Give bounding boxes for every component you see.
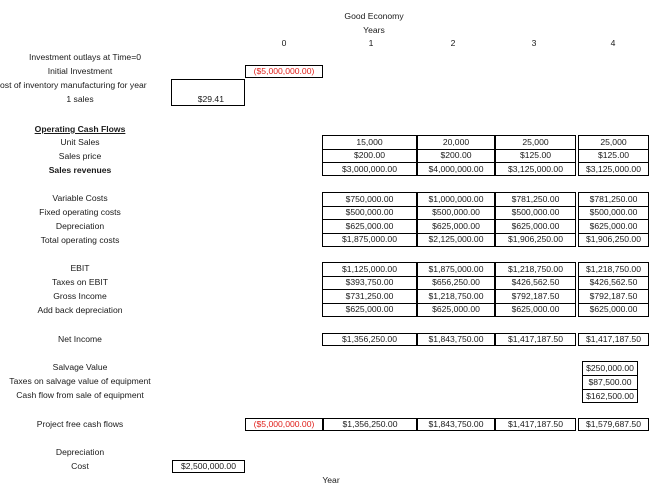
add-back-depreciation-y2[interactable]: $625,000.00 xyxy=(432,304,480,314)
one-sales-label: 1 sales xyxy=(66,94,94,104)
variable-costs-y3[interactable]: $781,250.00 xyxy=(496,193,575,207)
gross-income-y4[interactable]: $792,187.50 xyxy=(579,290,648,304)
taxes-on-ebit-y1[interactable]: $393,750.00 xyxy=(323,276,416,290)
unit-sales-label: Unit Sales xyxy=(60,137,100,147)
depreciation-section-label: Depreciation xyxy=(55,447,105,457)
depreciation-y4[interactable]: $625,000.00 xyxy=(579,220,648,234)
gross-income-label: Gross Income xyxy=(53,291,107,301)
ebit-y4[interactable]: $1,218,750.00 xyxy=(579,263,648,277)
cash-flow-from-sale-label: Cash flow from sale of equipment xyxy=(16,390,144,400)
unit-sales-y1[interactable]: 15,000 xyxy=(323,136,416,150)
unit-sales-y2[interactable]: 20,000 xyxy=(418,136,494,150)
ebit-y2[interactable]: $1,875,000.00 xyxy=(418,263,494,277)
total-costs-y3[interactable]: $1,906,250.00 xyxy=(508,234,563,244)
sales-revenues-y1[interactable]: $3,000,000.00 xyxy=(342,164,397,174)
gross-income-y3[interactable]: $792,187.50 xyxy=(496,290,575,304)
sales-price-y3[interactable]: $125.00 xyxy=(496,149,575,163)
add-back-depreciation-y4[interactable]: $625,000.00 xyxy=(589,304,638,314)
net-income-y3[interactable]: $1,417,187.50 xyxy=(495,333,576,346)
fixed-costs-y1[interactable]: $500,000.00 xyxy=(323,206,416,220)
total-costs-y1[interactable]: $1,875,000.00 xyxy=(342,234,397,244)
investment-outlays-label: Investment outlays at Time=0 xyxy=(28,52,142,62)
inventory-cost-value: $29.41 xyxy=(197,94,224,104)
revenue-block-year-2 xyxy=(417,135,495,176)
salvage-value-label: Salvage Value xyxy=(52,362,108,372)
ebit-block-year-1 xyxy=(322,262,417,317)
initial-investment-value[interactable]: ($5,000,000.00) xyxy=(245,65,323,78)
gross-income-y2[interactable]: $1,218,750.00 xyxy=(418,290,494,304)
unit-sales-y3[interactable]: 25,000 xyxy=(496,136,575,150)
cost-block-year-4 xyxy=(578,192,649,247)
taxes-on-salvage-label: Taxes on salvage value of equipment xyxy=(9,376,151,386)
cost-block-year-3 xyxy=(495,192,576,247)
year-4-header: 4 xyxy=(610,38,616,48)
bottom-year-label: Year xyxy=(322,475,340,485)
revenue-block-year-4 xyxy=(578,135,649,176)
project-fcf-y2[interactable]: $1,843,750.00 xyxy=(417,418,495,431)
add-back-depreciation-label: Add back depreciation xyxy=(37,305,123,315)
add-back-depreciation-y3[interactable]: $625,000.00 xyxy=(511,304,560,314)
salvage-value-y4[interactable]: $250,000.00 xyxy=(583,362,637,376)
variable-costs-y4[interactable]: $781,250.00 xyxy=(579,193,648,207)
year-3-header: 3 xyxy=(531,38,537,48)
sales-revenues-y2[interactable]: $4,000,000.00 xyxy=(428,164,484,174)
inventory-cost-box[interactable] xyxy=(171,79,245,106)
ebit-y1[interactable]: $1,125,000.00 xyxy=(323,263,416,277)
net-income-y1[interactable]: $1,356,250.00 xyxy=(322,333,417,346)
project-fcf-label: Project free cash flows xyxy=(36,419,124,429)
ebit-block-year-4 xyxy=(578,262,649,317)
sales-revenues-label: Sales revenues xyxy=(48,165,112,175)
depreciation-label: Depreciation xyxy=(55,221,105,231)
operating-cash-flows-heading: Operating Cash Flows xyxy=(34,124,126,134)
ebit-block-year-2 xyxy=(417,262,495,317)
depreciation-y2[interactable]: $625,000.00 xyxy=(418,220,494,234)
year-1-header: 1 xyxy=(368,38,374,48)
fixed-costs-y4[interactable]: $500,000.00 xyxy=(579,206,648,220)
fixed-costs-y3[interactable]: $500,000.00 xyxy=(496,206,575,220)
depreciation-cost-value[interactable]: $2,500,000.00 xyxy=(172,460,245,473)
year-2-header: 2 xyxy=(450,38,456,48)
gross-income-y1[interactable]: $731,250.00 xyxy=(323,290,416,304)
year-0-header: 0 xyxy=(281,38,287,48)
ebit-block-year-3 xyxy=(495,262,576,317)
total-costs-y2[interactable]: $2,125,000.00 xyxy=(428,234,484,244)
project-fcf-y3[interactable]: $1,417,187.50 xyxy=(495,418,576,431)
depreciation-y1[interactable]: $625,000.00 xyxy=(323,220,416,234)
unit-sales-y4[interactable]: 25,000 xyxy=(579,136,648,150)
project-fcf-y4[interactable]: $1,579,687.50 xyxy=(578,418,649,431)
sales-price-y2[interactable]: $200.00 xyxy=(418,149,494,163)
revenue-block-year-1 xyxy=(322,135,417,176)
cost-block-year-2 xyxy=(417,192,495,247)
net-income-label: Net Income xyxy=(58,334,102,344)
sales-price-y4[interactable]: $125.00 xyxy=(579,149,648,163)
taxes-on-ebit-y2[interactable]: $656,250.00 xyxy=(418,276,494,290)
variable-costs-y2[interactable]: $1,000,000.00 xyxy=(418,193,494,207)
fixed-operating-costs-label: Fixed operating costs xyxy=(39,207,121,217)
cost-block-year-1 xyxy=(322,192,417,247)
sales-price-y1[interactable]: $200.00 xyxy=(323,149,416,163)
net-income-y4[interactable]: $1,417,187.50 xyxy=(578,333,649,346)
total-costs-y4[interactable]: $1,906,250.00 xyxy=(586,234,641,244)
fixed-costs-y2[interactable]: $500,000.00 xyxy=(418,206,494,220)
ebit-y3[interactable]: $1,218,750.00 xyxy=(496,263,575,277)
total-operating-costs-label: Total operating costs xyxy=(40,235,120,245)
variable-costs-label: Variable Costs xyxy=(52,193,108,203)
cash-flow-from-sale-y4[interactable]: $162,500.00 xyxy=(586,391,634,401)
net-income-y2[interactable]: $1,843,750.00 xyxy=(417,333,495,346)
variable-costs-y1[interactable]: $750,000.00 xyxy=(323,193,416,207)
project-fcf-y0[interactable]: ($5,000,000.00) xyxy=(245,418,323,431)
add-back-depreciation-y1[interactable]: $625,000.00 xyxy=(345,304,394,314)
cost-label: Cost xyxy=(71,461,89,471)
years-label: Years xyxy=(363,25,385,35)
revenue-block-year-3 xyxy=(495,135,576,176)
header-title: Good Economy xyxy=(344,11,404,21)
cost-of-inventory-label: ost of inventory manufacturing for year xyxy=(0,80,147,90)
salvage-block-year-4 xyxy=(582,361,638,403)
taxes-on-ebit-y3[interactable]: $426,562.50 xyxy=(496,276,575,290)
taxes-on-ebit-y4[interactable]: $426,562.50 xyxy=(579,276,648,290)
sales-revenues-y4[interactable]: $3,125,000.00 xyxy=(586,164,641,174)
project-fcf-y1[interactable]: $1,356,250.00 xyxy=(323,418,417,431)
depreciation-y3[interactable]: $625,000.00 xyxy=(496,220,575,234)
taxes-on-salvage-y4[interactable]: $87,500.00 xyxy=(583,376,637,390)
sales-revenues-y3[interactable]: $3,125,000.00 xyxy=(508,164,563,174)
ebit-label: EBIT xyxy=(70,263,90,273)
sales-price-label: Sales price xyxy=(58,151,102,161)
initial-investment-label: Initial Investment xyxy=(47,66,113,76)
taxes-on-ebit-label: Taxes on EBIT xyxy=(52,277,108,287)
